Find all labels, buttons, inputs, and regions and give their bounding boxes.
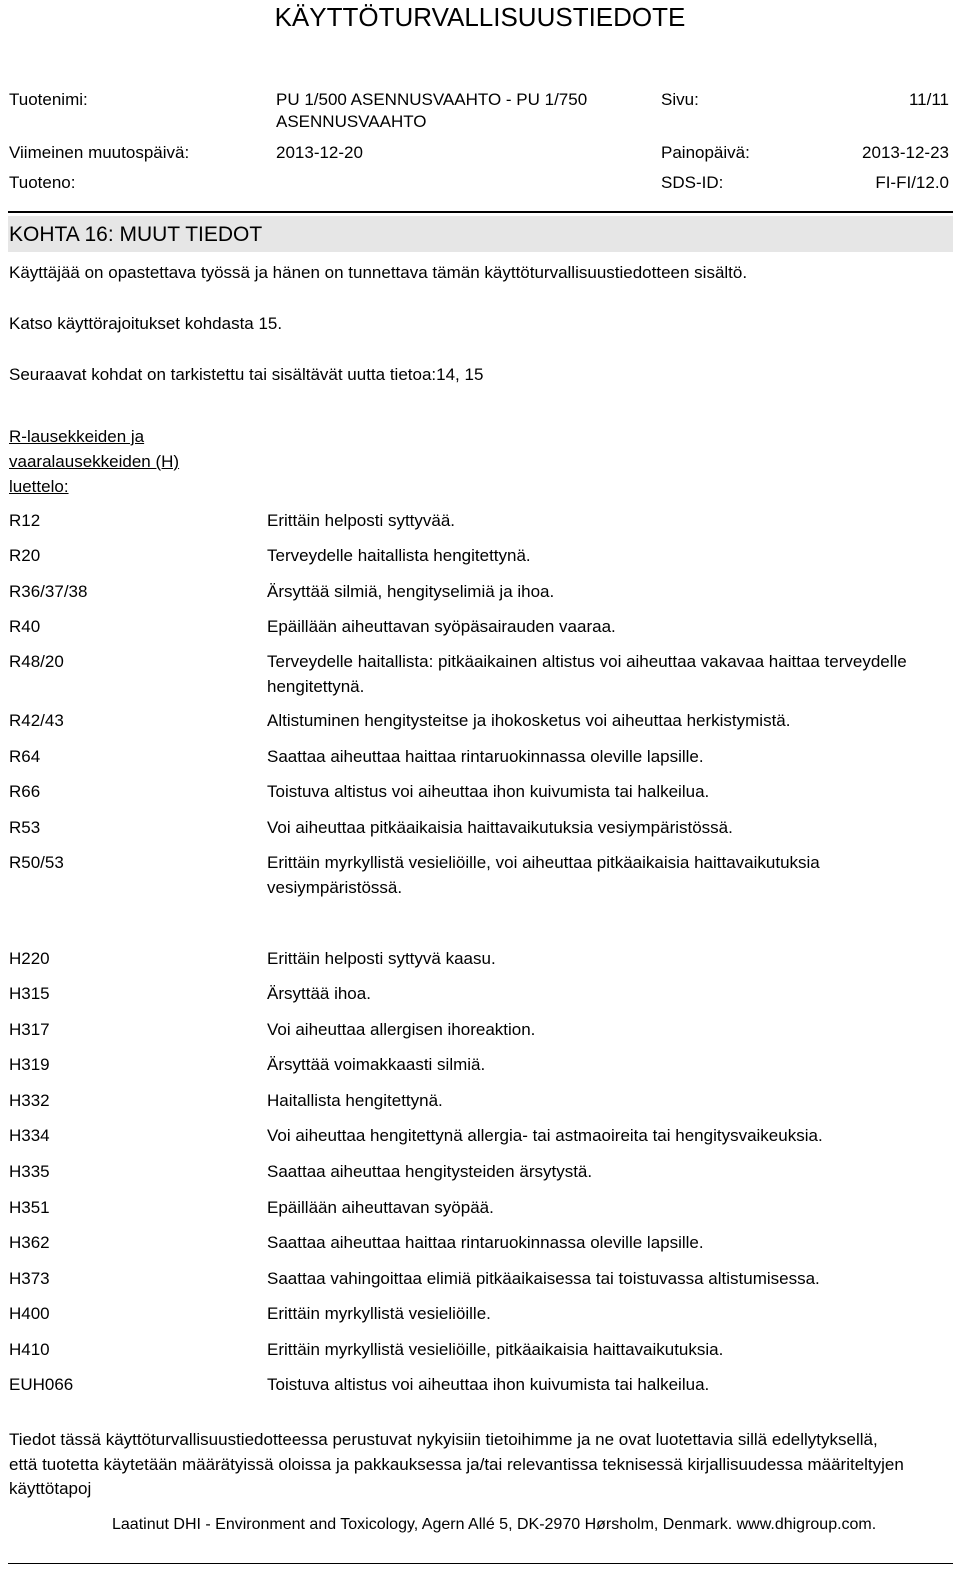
sds-id-label: SDS-ID:: [661, 173, 724, 192]
product-name-label: Tuotenimi:: [9, 90, 88, 109]
r-phrase-code: R12: [9, 511, 41, 530]
list-heading-line3: luettelo:: [9, 477, 69, 496]
footer-credits: Laatinut DHI - Environment and Toxicology, Agern Allé 5, DK-2970 Hørsholm, Denmark. www.dhigroup.com.: [112, 1516, 877, 1533]
r-phrase-code: R36/37/38: [9, 582, 88, 601]
h-phrase-text: Erittäin myrkyllistä vesieliöille.: [267, 1304, 491, 1323]
h-phrase-code: H400: [9, 1304, 50, 1323]
r-phrase-text: Terveydelle haitallista: pitkäaikainen altistus voi aiheuttaa vakavaa haittaa terveydelle hengitettynä.: [267, 652, 907, 696]
r-phrase-code: R66: [9, 782, 41, 801]
r-phrase-text: Saattaa aiheuttaa haittaa rintaruokinnassa oleville lapsille.: [267, 747, 704, 766]
r-phrase-code: R20: [9, 546, 41, 565]
h-phrase-code: H335: [9, 1162, 50, 1181]
restrictions-paragraph: Katso käyttörajoitukset kohdasta 15.: [9, 314, 283, 333]
h-phrase-text: Voi aiheuttaa allergisen ihoreaktion.: [267, 1020, 536, 1039]
h-phrase-code: H351: [9, 1198, 50, 1217]
document-title: KÄYTTÖTURVALLISUUSTIEDOTE: [274, 2, 686, 32]
h-phrase-code: H362: [9, 1233, 50, 1252]
last-modified-value: 2013-12-20: [276, 143, 363, 162]
r-phrase-code: R53: [9, 818, 41, 837]
product-name-line1: PU 1/500 ASENNUSVAAHTO - PU 1/750: [276, 90, 588, 109]
h-phrase-text: Saattaa aiheuttaa haittaa rintaruokinnassa oleville lapsille.: [267, 1233, 704, 1252]
h-phrase-code: H315: [9, 984, 50, 1003]
r-phrase-text: Erittäin myrkyllistä vesieliöille, voi aiheuttaa pitkäaikaisia haittavaikutuksia vesiympäristössä.: [267, 853, 820, 897]
r-phrase-code: R50/53: [9, 853, 64, 872]
print-date-label: Painopäivä:: [661, 143, 750, 162]
h-phrase-text: Toistuva altistus voi aiheuttaa ihon kuivumista tai halkeilua.: [267, 1375, 710, 1394]
print-date-value: 2013-12-23: [862, 143, 949, 162]
h-phrase-text: Saattaa vahingoittaa elimiä pitkäaikaisessa tai toistuvassa altistumisessa.: [267, 1269, 820, 1288]
r-phrase-text: Epäillään aiheuttavan syöpäsairauden vaaraa.: [267, 617, 616, 636]
h-phrase-code: H220: [9, 949, 50, 968]
footer-divider: [8, 1563, 953, 1564]
h-phrase-text: Erittäin helposti syttyvä kaasu.: [267, 949, 496, 968]
disclaimer-paragraph: Tiedot tässä käyttöturvallisuustiedotteessa perustuvat nykyisiin tietoihimme ja ne ovat luotettavia sillä edellytyksellä, että tuotetta käytetään määrätyissä oloissa ja pakkauksessa ja/tai relevantissa teknisessä kirjallisuudessa määriteltyjen käyttötapoj: [9, 1430, 904, 1498]
r-phrase-text: Terveydelle haitallista hengitettynä.: [267, 546, 531, 565]
product-number-label: Tuoteno:: [9, 173, 76, 192]
h-phrase-code: H332: [9, 1091, 50, 1110]
sds-id-value: FI-FI/12.0: [875, 173, 949, 192]
r-phrase-text: Toistuva altistus voi aiheuttaa ihon kuivumista tai halkeilua.: [267, 782, 710, 801]
product-name-line2: ASENNUSVAAHTO: [276, 112, 427, 131]
r-phrase-code: R42/43: [9, 711, 64, 730]
h-phrase-code: H373: [9, 1269, 50, 1288]
h-phrase-code: H410: [9, 1340, 50, 1359]
section-title: KOHTA 16: MUUT TIEDOT: [9, 223, 263, 246]
r-phrase-text: Erittäin helposti syttyvää.: [267, 511, 456, 530]
h-phrase-code: EUH066: [9, 1375, 74, 1394]
intro-paragraph: Käyttäjää on opastettava työssä ja hänen on tunnettava tämän käyttöturvallisuustiedotteen sisältö.: [9, 263, 748, 282]
h-phrase-text: Voi aiheuttaa hengitettynä allergia- tai astmaoireita tai hengitysvaikeuksia.: [267, 1126, 823, 1145]
list-heading-line2: vaaralausekkeiden (H): [9, 452, 180, 471]
r-phrase-text: Voi aiheuttaa pitkäaikaisia haittavaikutuksia vesiympäristössä.: [267, 818, 733, 837]
h-phrase-code: H319: [9, 1055, 50, 1074]
h-phrase-text: Haitallista hengitettynä.: [267, 1091, 443, 1110]
r-phrase-code: R48/20: [9, 652, 64, 671]
header-divider: [8, 211, 953, 213]
h-phrase-text: Ärsyttää ihoa.: [267, 984, 371, 1003]
last-modified-label: Viimeinen muutospäivä:: [9, 143, 190, 162]
h-phrase-text: Epäillään aiheuttavan syöpää.: [267, 1198, 494, 1217]
h-phrase-text: Ärsyttää voimakkaasti silmiä.: [267, 1055, 486, 1074]
page-label: Sivu:: [661, 90, 699, 109]
r-phrase-text: Ärsyttää silmiä, hengityselimiä ja ihoa.: [267, 582, 555, 601]
h-phrase-code: H317: [9, 1020, 50, 1039]
list-heading-line1: R-lausekkeiden ja: [9, 427, 145, 446]
r-phrase-code: R40: [9, 617, 41, 636]
r-phrase-code: R64: [9, 747, 41, 766]
page-value: 11/11: [908, 90, 949, 109]
h-phrase-text: Erittäin myrkyllistä vesieliöille, pitkäaikaisia haittavaikutuksia.: [267, 1340, 724, 1359]
h-phrase-code: H334: [9, 1126, 50, 1145]
h-phrase-text: Saattaa aiheuttaa hengitysteiden ärsytystä.: [267, 1162, 593, 1181]
r-phrase-text: Altistuminen hengitysteitse ja ihokosketus voi aiheuttaa herkistymistä.: [267, 711, 791, 730]
revision-paragraph: Seuraavat kohdat on tarkistettu tai sisältävät uutta tietoa:14, 15: [9, 365, 484, 384]
